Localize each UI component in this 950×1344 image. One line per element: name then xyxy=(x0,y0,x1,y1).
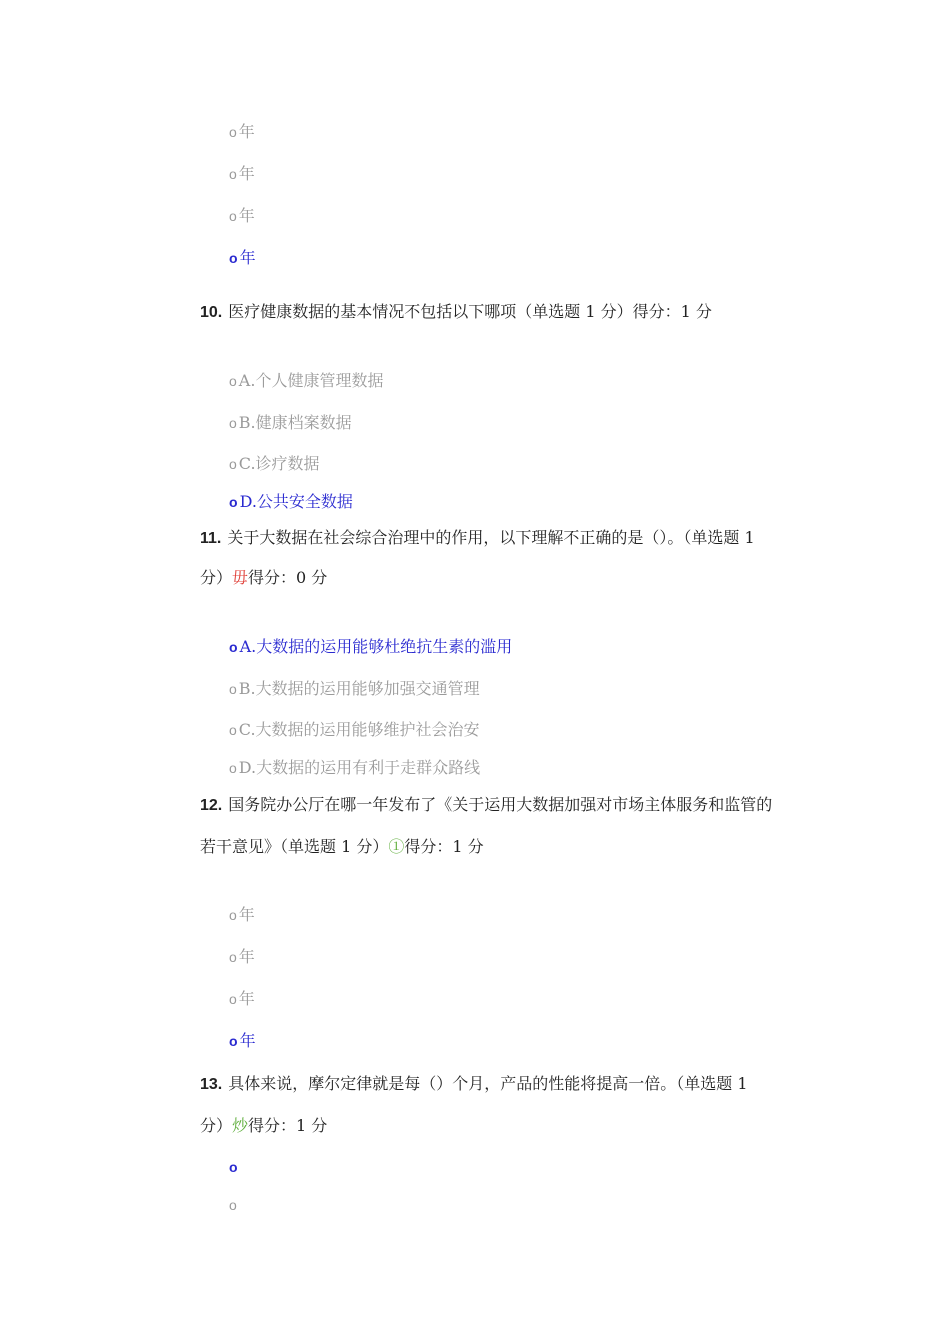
radio-bullet-icon: o xyxy=(229,166,237,182)
radio-bullet-icon: o xyxy=(229,722,237,738)
score-text: 得分：1 分 xyxy=(248,1116,328,1135)
option-radio-selected[interactable] xyxy=(229,1031,256,1051)
question-11-score-line xyxy=(200,567,327,589)
question-13 xyxy=(200,1073,748,1096)
radio-bullet-icon: o xyxy=(229,456,237,472)
radio-bullet-icon: o xyxy=(229,1159,238,1175)
option-label: 年 xyxy=(239,1031,256,1050)
option-radio-selected[interactable] xyxy=(229,492,353,512)
option-label: B.大数据的运用能够加强交通管理 xyxy=(238,679,480,698)
radio-bullet-icon: o xyxy=(229,949,237,965)
radio-bullet-icon: o xyxy=(229,415,237,431)
radio-bullet-icon: o xyxy=(229,494,238,510)
radio-bullet-icon: o xyxy=(229,124,237,140)
option-label: D.公共安全数据 xyxy=(239,492,353,511)
radio-bullet-icon: o xyxy=(229,1197,237,1213)
question-number: 10. xyxy=(200,304,223,321)
question-13-score-line xyxy=(200,1115,327,1137)
score-text: 得分：0 分 xyxy=(248,568,328,587)
option-radio[interactable] xyxy=(229,206,255,226)
question-number: 11. xyxy=(200,530,222,547)
option-label: 年 xyxy=(238,989,255,1008)
radio-bullet-icon: o xyxy=(229,639,238,655)
option-label: C.大数据的运用能够维护社会治安 xyxy=(238,720,480,739)
question-text-cont: 分） xyxy=(200,1116,233,1135)
option-label: C.诊疗数据 xyxy=(238,454,320,473)
question-text: 国务院办公厅在哪一年发布了《关于运用大数据加强对市场主体服务和监管的 xyxy=(228,795,773,814)
radio-bullet-icon: o xyxy=(229,760,237,776)
option-label: 年 xyxy=(238,947,255,966)
option-radio[interactable] xyxy=(229,413,352,433)
option-radio[interactable] xyxy=(229,679,480,699)
radio-bullet-icon: o xyxy=(229,208,237,224)
radio-bullet-icon: o xyxy=(229,907,237,923)
radio-bullet-icon: o xyxy=(229,373,237,389)
option-label: 年 xyxy=(238,206,255,225)
option-radio-selected[interactable] xyxy=(229,248,256,268)
option-radio-selected[interactable] xyxy=(229,1157,240,1177)
option-label: 年 xyxy=(238,164,255,183)
question-text-cont: 分） xyxy=(200,568,233,587)
option-label: 年 xyxy=(238,905,255,924)
option-radio[interactable] xyxy=(229,164,255,184)
option-radio[interactable] xyxy=(229,1195,239,1215)
option-label: 年 xyxy=(239,248,256,267)
score-text: 得分：1 分 xyxy=(404,837,484,856)
option-radio[interactable] xyxy=(229,454,320,474)
option-radio[interactable] xyxy=(229,905,255,925)
question-11 xyxy=(200,527,755,550)
radio-bullet-icon: o xyxy=(229,250,238,266)
option-radio[interactable] xyxy=(229,122,255,142)
option-radio[interactable] xyxy=(229,989,255,1009)
option-radio[interactable] xyxy=(229,720,480,740)
question-text: 关于大数据在社会综合治理中的作用，以下理解不正确的是（）。（单选题 1 xyxy=(227,528,755,547)
question-text: 具体来说，摩尔定律就是每（）个月，产品的性能将提高一倍。（单选题 1 xyxy=(228,1074,748,1093)
radio-bullet-icon: o xyxy=(229,991,237,1007)
question-text-cont: 若干意见》（单选题 1 分） xyxy=(200,837,389,856)
option-label: A.大数据的运用能够杜绝抗生素的滥用 xyxy=(239,637,513,656)
question-12 xyxy=(200,794,772,817)
question-10 xyxy=(200,301,712,324)
radio-bullet-icon: o xyxy=(229,1033,238,1049)
option-label: B.健康档案数据 xyxy=(238,413,352,432)
option-label: A.个人健康管理数据 xyxy=(238,371,384,390)
question-text: 医疗健康数据的基本情况不包括以下哪项（单选题 1 分）得分：1 分 xyxy=(228,302,712,321)
option-radio-selected[interactable] xyxy=(229,637,512,657)
option-radio[interactable] xyxy=(229,758,480,778)
option-radio[interactable] xyxy=(229,371,383,391)
question-12-score-line xyxy=(200,836,484,858)
question-number: 13. xyxy=(200,1076,223,1093)
option-label: D.大数据的运用有利于走群众路线 xyxy=(238,758,481,777)
radio-bullet-icon: o xyxy=(229,681,237,697)
option-radio[interactable] xyxy=(229,947,255,967)
option-label: 年 xyxy=(238,122,255,141)
correct-mark-icon: 炒 xyxy=(232,1116,249,1135)
wrong-mark-icon: 毋 xyxy=(232,568,249,587)
question-number: 12. xyxy=(200,797,223,814)
correct-mark-icon: ① xyxy=(388,837,405,856)
